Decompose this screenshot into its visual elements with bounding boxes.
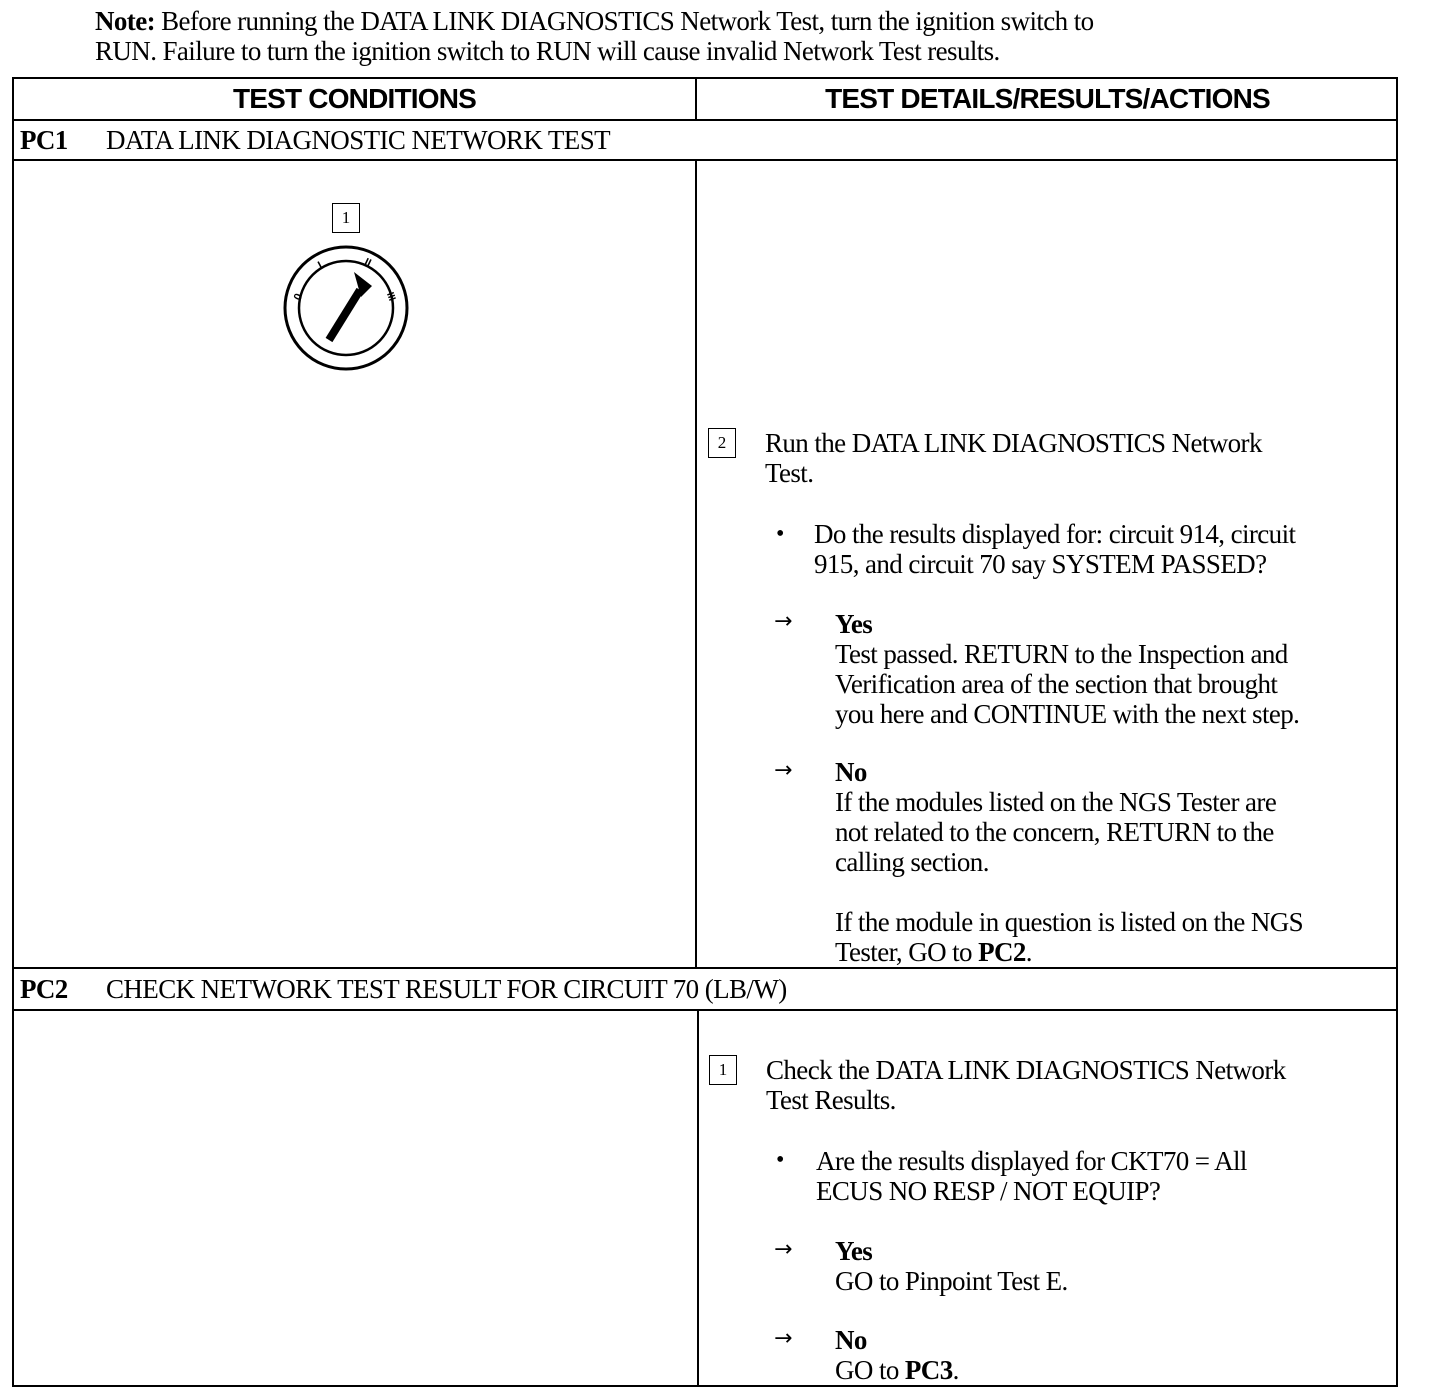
test-table bbox=[12, 77, 1398, 1387]
pc1-no-label: No bbox=[835, 757, 867, 787]
pc1-column-divider bbox=[695, 161, 697, 969]
pc1-step-2-text: Run the DATA LINK DIAGNOSTICS Network Test. bbox=[765, 428, 1262, 488]
pc1-id: PC1 bbox=[20, 125, 68, 155]
pc2-yes-arrow: → bbox=[774, 1237, 793, 1262]
note bbox=[95, 6, 1395, 66]
ignition-mark-1: I bbox=[316, 259, 325, 272]
table-header-row bbox=[14, 79, 1396, 121]
pc1-step-2-box: 2 bbox=[708, 428, 736, 458]
note-line-2: RUN. Failure to turn the ignition switch to RUN will cause invalid Network Test results. bbox=[95, 36, 1000, 66]
note-line-1 bbox=[95, 6, 1395, 36]
pc1-go-to-pc2-ref: PC2 bbox=[978, 937, 1026, 967]
pc2-no-arrow: → bbox=[774, 1326, 793, 1351]
pc2-step-1-text: Check the DATA LINK DIAGNOSTICS Network Test Results. bbox=[766, 1055, 1286, 1115]
ignition-switch-icon bbox=[282, 244, 410, 372]
pc1-yes-block: Yes Test passed. RETURN to the Inspection and Verification area of the section that brought you here and CONTINUE with the next step. bbox=[835, 609, 1300, 729]
pc2-step-1-box: 1 bbox=[709, 1055, 737, 1085]
ignition-mark-0: 0 bbox=[291, 291, 306, 303]
ignition-mark-3: III bbox=[384, 290, 398, 303]
pc2-column-divider bbox=[697, 1011, 699, 1387]
pc2-id: PC2 bbox=[20, 974, 68, 1004]
pc1-yes-arrow: → bbox=[774, 609, 793, 634]
pc2-yes-block: Yes GO to Pinpoint Test E. bbox=[835, 1236, 1068, 1296]
pc1-no-arrow: → bbox=[774, 758, 793, 783]
pc2-question: Are the results displayed for CKT70 = All ECUS NO RESP / NOT EQUIP? bbox=[816, 1146, 1247, 1206]
pc1-no-block-2: If the module in question is listed on the NGS Tester, GO to PC2. bbox=[835, 907, 1304, 967]
pc1-no-block: No If the modules listed on the NGS Tester are not related to the concern, RETURN to the calling section. bbox=[835, 757, 1277, 877]
ignition-mark-2: II bbox=[362, 256, 373, 270]
pc1-question: Do the results displayed for: circuit 914, circuit 915, and circuit 70 say SYSTEM PASSED? bbox=[814, 519, 1296, 579]
pc1-title: DATA LINK DIAGNOSTIC NETWORK TEST bbox=[106, 125, 610, 155]
pc2-yes-label: Yes bbox=[835, 1236, 873, 1266]
pc2-title: CHECK NETWORK TEST RESULT FOR CIRCUIT 70 (LB/W) bbox=[106, 974, 787, 1004]
pc1-yes-label: Yes bbox=[835, 609, 873, 639]
pc1-bullet: • bbox=[776, 521, 785, 547]
note-text-1: Before running the DATA LINK DIAGNOSTICS Network Test, turn the ignition switch to bbox=[161, 6, 1094, 36]
pc1-section-row bbox=[14, 121, 1396, 161]
note-label: Note: bbox=[95, 6, 155, 36]
pc2-bullet: • bbox=[776, 1147, 785, 1173]
pc2-section-row bbox=[14, 969, 1396, 1011]
pc1-step-1-box: 1 bbox=[332, 203, 360, 233]
pc2-no-label: No bbox=[835, 1325, 867, 1355]
pc2-no-block: No GO to PC3. bbox=[835, 1325, 959, 1385]
header-test-details: TEST DETAILS/RESULTS/ACTIONS bbox=[825, 83, 1270, 114]
header-divider bbox=[695, 79, 697, 121]
pc2-go-to-pc3-ref: PC3 bbox=[904, 1355, 953, 1385]
header-test-conditions: TEST CONDITIONS bbox=[232, 83, 477, 114]
